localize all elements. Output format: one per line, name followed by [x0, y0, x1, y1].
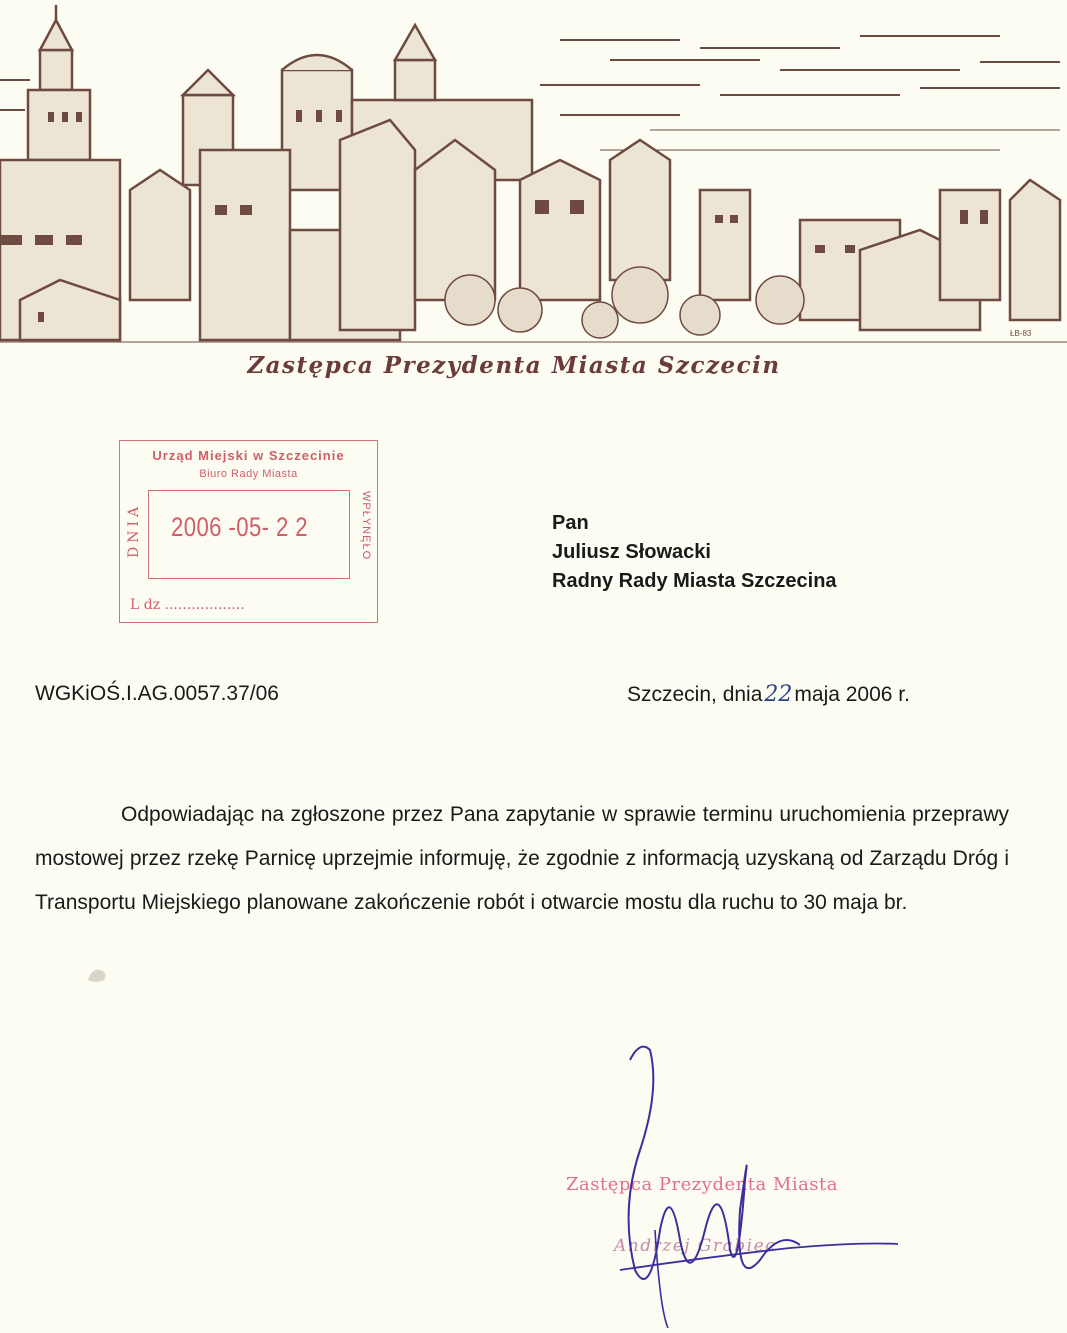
- handwritten-signature: [560, 1030, 900, 1330]
- addressee-block: [552, 509, 837, 596]
- addressee-salutation: Pan: [552, 512, 589, 534]
- stamp-side-label: DNIA: [126, 502, 142, 558]
- letterhead-title: Zastępca Prezydenta Miasta Szczecin: [247, 352, 781, 379]
- body-paragraph: Odpowiadając na zgłoszone przez Pana zapytanie w sprawie terminu uruchomienia przeprawy mostowej przez rzekę Parnicę uprzejmie informuję, że zgodnie z informacją uzyskaną od Zarządu Dróg i Transportu Miejskiego planowane zakończenie robót i otwarcie mostu dla ruchu to 30 maja br.: [35, 803, 1009, 914]
- stamp-date: 2006 -05- 2 2: [171, 512, 309, 542]
- city-skyline-illustration: [0, 0, 1067, 345]
- reference-number: WGKiOŚ.I.AG.0057.37/06: [35, 682, 279, 705]
- stamp-office: Urząd Miejski w Szczecinie: [152, 448, 345, 463]
- signatory-title: Zastępca Prezydenta Miasta: [566, 1174, 839, 1195]
- stamp-date-box: [148, 490, 350, 579]
- addressee-role: Radny Rady Miasta Szczecina: [552, 570, 837, 592]
- dateline-day: 22: [764, 682, 793, 707]
- dateline-prefix: Szczecin, dnia: [627, 683, 763, 706]
- letter-body: [35, 793, 1009, 925]
- dateline-suffix: maja 2006 r.: [794, 683, 910, 706]
- stamp-ldz: L dz ..................: [130, 597, 245, 613]
- signatory-name: Andrzej Grabiec: [614, 1236, 777, 1256]
- svg-text:ŁB-83: ŁB-83: [1010, 329, 1032, 338]
- received-stamp: [119, 440, 378, 623]
- stamp-department: Biuro Rady Miasta: [199, 468, 298, 480]
- addressee-name: Juliusz Słowacki: [552, 541, 711, 563]
- stamp-received-label: WPŁYNĘŁO: [360, 491, 372, 561]
- ink-smudge-mark: [84, 966, 110, 984]
- dateline: [627, 682, 910, 707]
